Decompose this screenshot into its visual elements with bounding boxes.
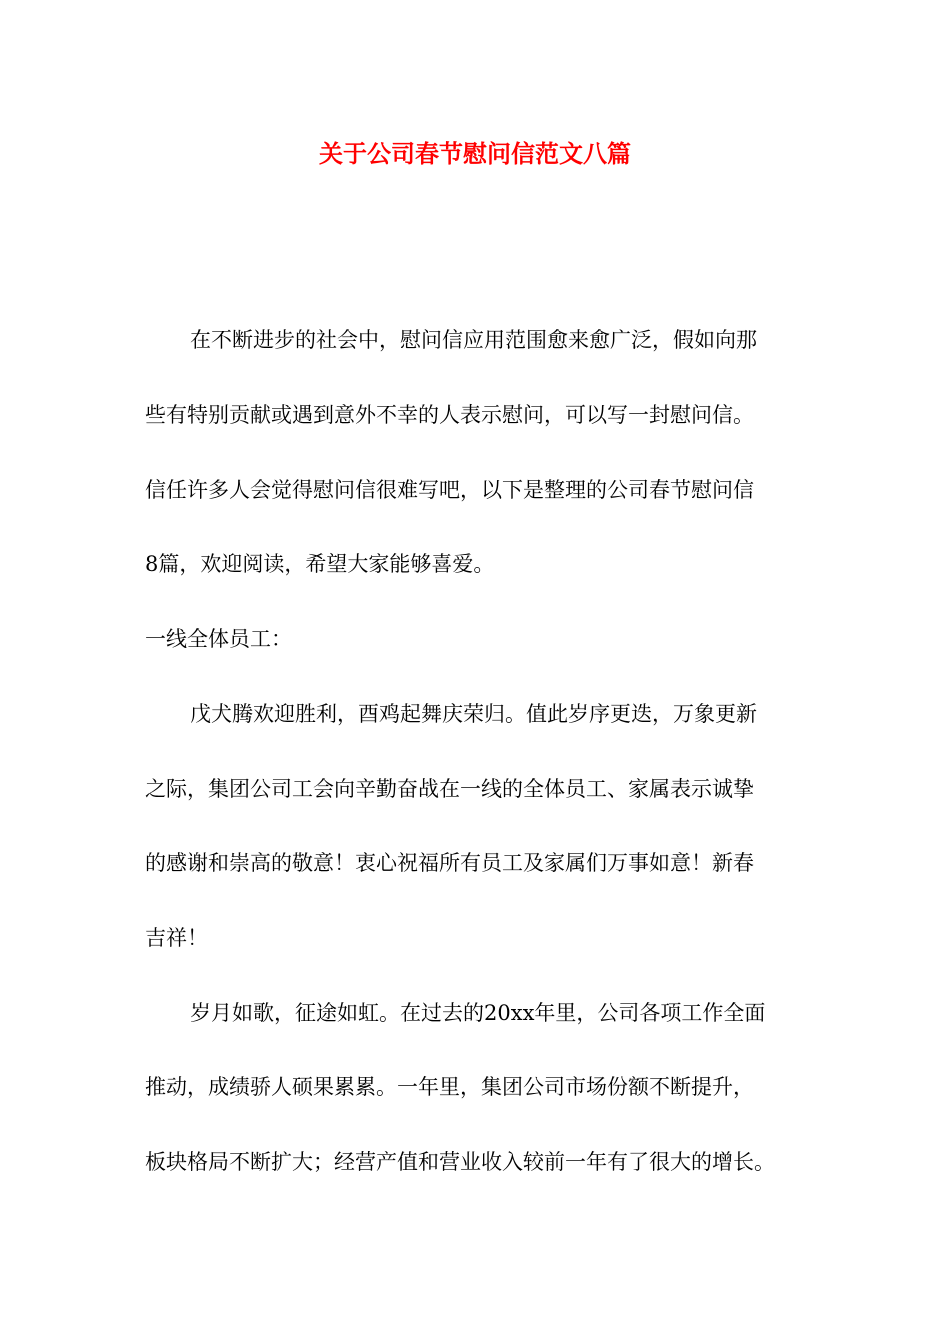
paragraph-line: 之际，集团公司工会向辛勤奋战在一线的全体员工、家属表示诚挚 — [145, 777, 754, 801]
document-title: 关于公司春节慰问信范文八篇 — [319, 140, 631, 168]
paragraph-line: 吉祥！ — [145, 926, 208, 950]
paragraph-line: 信任许多人会觉得慰问信很难写吧，以下是整理的公司春节慰问信 — [145, 478, 754, 502]
paragraph-line: 岁月如歌，征途如虹。在过去的20xx年里，公司各项工作全面 — [190, 1001, 766, 1025]
paragraph-line: 推动，成绩骄人硕果累累。一年里，集团公司市场份额不断提升， — [145, 1075, 754, 1099]
paragraph-line: 戊犬腾欢迎胜利，酉鸡起舞庆荣归。值此岁序更迭，万象更新 — [190, 702, 757, 726]
paragraph-line: 在不断进步的社会中，慰问信应用范围愈来愈广泛，假如向那 — [190, 328, 757, 352]
paragraph-line: 些有特别贡献或遇到意外不幸的人表示慰问，可以写一封慰问信。 — [145, 403, 754, 427]
paragraph-line: 板块格局不断扩大；经营产值和营业收入较前一年有了很大的增长。 — [145, 1150, 775, 1174]
salutation-line: 一线全体员工： — [145, 627, 292, 651]
paragraph-line: 的感谢和崇高的敬意！衷心祝福所有员工及家属们万事如意！新春 — [145, 851, 754, 875]
paragraph-line: 8篇，欢迎阅读，希望大家能够喜爱。 — [145, 552, 495, 576]
